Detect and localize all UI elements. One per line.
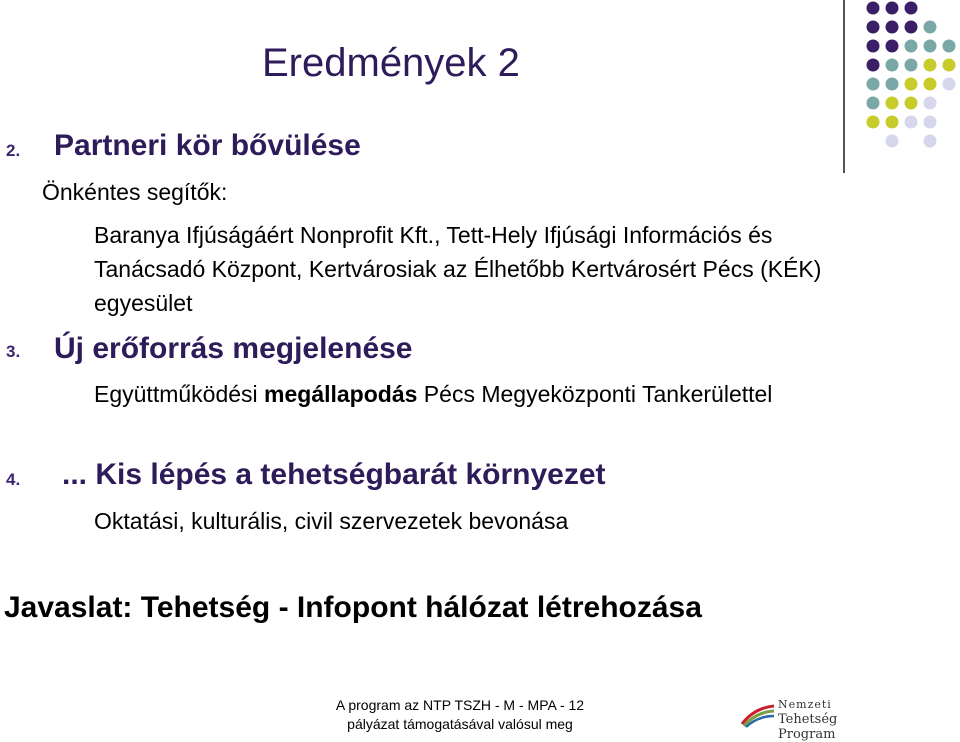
logo-swoosh-icon — [740, 702, 776, 728]
section-heading: Új erőforrás megjelenése — [54, 332, 413, 365]
slide-title: Eredmények 2 — [262, 41, 520, 85]
section-body: Baranya Ifjúságáért Nonprofit Kft., Tett-Hely Ifjúsági Információs és Tanácsadó Központ, Kertvárosiak az Élhetőbb Kertvárosért Pécs (KÉK) egyesület — [94, 222, 822, 316]
body-text: Pécs Megyeközponti Tankerülettel — [417, 381, 773, 407]
section-heading: Partneri kör bővülése — [54, 129, 361, 162]
section-body: Oktatási, kulturális, civil szervezetek bevonása — [94, 508, 569, 534]
program-logo — [740, 698, 880, 742]
section-sublabel: Önkéntes segítők: — [42, 179, 228, 205]
body-bold-text: megállapodás — [264, 381, 418, 407]
footer-line: A program az NTP TSZH - M - MPA - 12 — [335, 697, 585, 713]
section-number: 3. — [6, 342, 21, 361]
proposal-heading: Javaslat: Tehetség - Infopont hálózat létrehozása — [4, 591, 702, 624]
divider-line — [843, 0, 845, 173]
logo-text: Tehetség Program — [778, 712, 838, 742]
footer-line: pályázat támogatásával valósul meg — [347, 716, 573, 732]
section-body — [94, 378, 854, 411]
section-number: 2. — [6, 141, 21, 160]
footer-note — [305, 696, 615, 734]
logo-text: Nemzeti — [778, 698, 832, 711]
body-text: Együttműködési — [94, 381, 265, 407]
decorative-dot-grid — [858, 0, 960, 152]
section-heading: ... Kis lépés a tehetségbarát környezet — [62, 458, 606, 491]
section-number: 4. — [6, 470, 21, 489]
